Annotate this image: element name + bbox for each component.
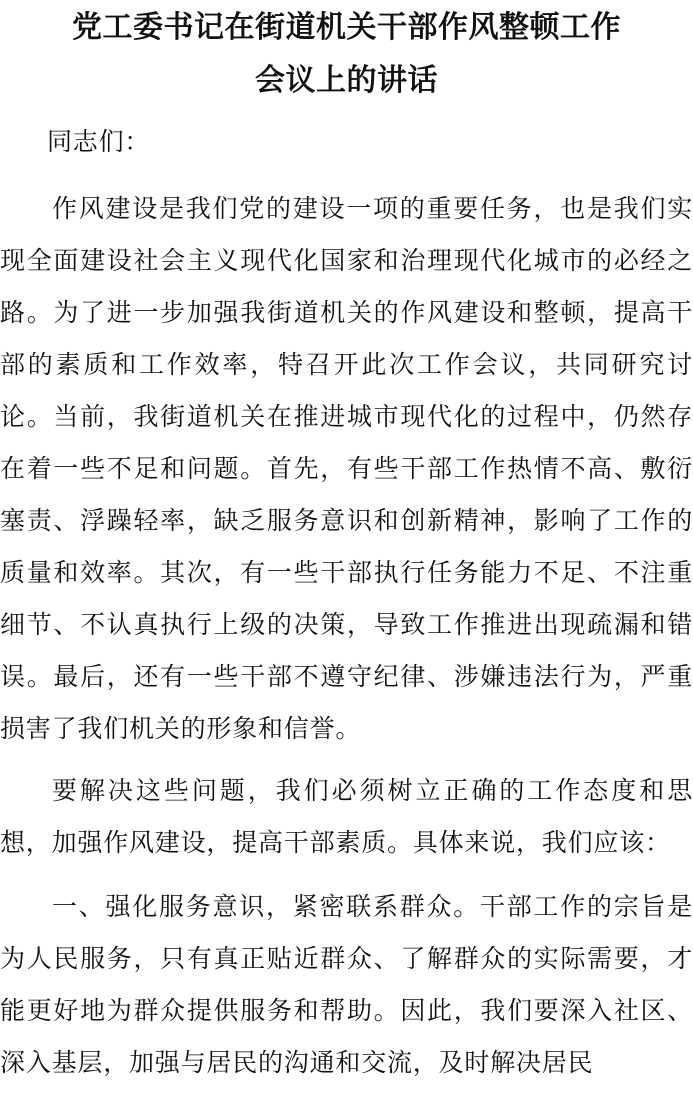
paragraph-1: 作风建设是我们党的建设一项的重要任务，也是我们实现全面建设社会主义现代化国家和治理现代化城市的必经之路。为了进一步加强我街道机关的作风建设和整顿，提高干部的素质和工作效率，特召开此次工作会议，共同研究讨论。当前，我街道机关在推进城市现代化的过程中，仍然存在着一些不足和问题。首先，有些干部工作热情不高、敷衍塞责、浮躁轻率，缺乏服务意识和创新精神，影响了工作的质量和效率。其次，有一些干部执行任务能力不足、不注重细节、不认真执行上级的决策，导致工作推进出现疏漏和错误。最后，还有一些干部不遵守纪律、涉嫌违法行为，严重损害了我们机关的形象和信誉。 <box>0 194 693 743</box>
paragraph-2: 要解决这些问题，我们必须树立正确的工作态度和思想，加强作风建设，提高干部素质。具体来说，我们应该： <box>0 776 693 857</box>
document-title-line-2: 会议上的讲话 <box>255 63 438 98</box>
paragraph-3: 一、强化服务意识，紧密联系群众。干部工作的宗旨是为人民服务，只有真正贴近群众、了解群众的实际需要，才能更好地为群众提供服务和帮助。因此，我们要深入社区、深入基层，加强与居民的沟通和交流，及时解决居民 <box>0 892 693 1077</box>
document-title-line-1: 党工委书记在街道机关干部作风整顿工作 <box>72 10 621 45</box>
salutation: 同志们： <box>47 127 151 156</box>
